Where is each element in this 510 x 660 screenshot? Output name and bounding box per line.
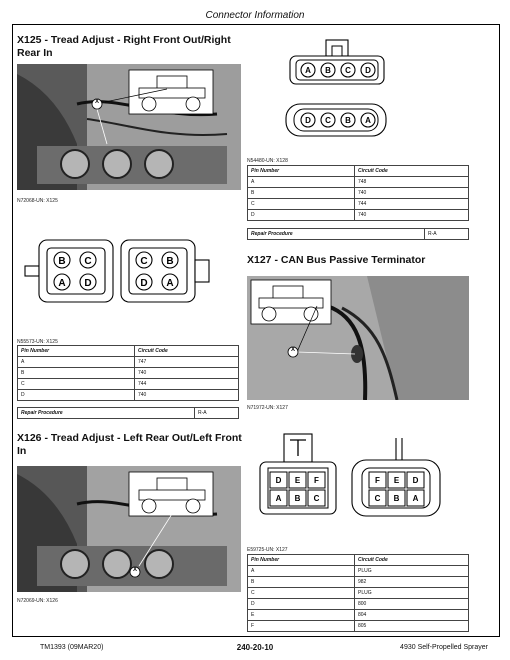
x128-repair-table xyxy=(247,228,469,240)
x125-right-pin: A xyxy=(166,278,174,289)
repair-value[interactable]: R-A xyxy=(425,229,469,240)
x125-left-pin: B xyxy=(58,256,66,267)
footer-product-name: 4930 Self-Propelled Sprayer xyxy=(400,644,488,651)
footer-rule xyxy=(12,636,500,637)
x125-pin-table xyxy=(17,345,239,401)
x127-connector-diagram xyxy=(256,432,456,522)
x125-photo-caption: N72068-UN: X125 xyxy=(17,198,58,204)
x126-callout-label: X xyxy=(132,567,137,573)
x128-bottom-pin: D xyxy=(305,116,311,125)
x125-right-pin: D xyxy=(140,278,148,289)
x127-title: X127 - CAN Bus Passive Terminator xyxy=(247,254,426,266)
x128-top-pin: B xyxy=(325,66,331,75)
table-header: Circuit Code xyxy=(355,166,469,177)
x125-connector-diagram xyxy=(17,238,217,304)
table-row: D 740 xyxy=(18,390,239,401)
x127-pin-table xyxy=(247,554,469,632)
footer-page-number: 240-20-10 xyxy=(236,643,274,652)
table-row: B 740 xyxy=(248,188,469,199)
x127-left-pin: D xyxy=(275,476,282,485)
x128-bottom-pin: A xyxy=(365,116,371,125)
x127-left-pin: B xyxy=(294,494,301,503)
table-row: A 748 xyxy=(248,177,469,188)
x127-photo xyxy=(247,276,469,400)
x127-right-pin: D xyxy=(412,476,419,485)
x125-title: X125 - Tread Adjust - Right Front Out/Right Rear In xyxy=(17,34,231,59)
x128-top-pin: D xyxy=(365,66,371,75)
x125-right-pin: C xyxy=(140,256,148,267)
x127-left-pin: F xyxy=(314,476,319,485)
x127-right-pin: E xyxy=(393,476,400,485)
table-header: Pin Number xyxy=(248,166,355,177)
x125-left-pin: C xyxy=(84,256,92,267)
table-row: A PLUG xyxy=(248,566,469,577)
x128-connector-diagram xyxy=(276,38,396,142)
x128-diagram-caption: N54480-UN: X128 xyxy=(247,158,288,164)
x127-left-pin: A xyxy=(275,494,282,503)
x125-left-pin: A xyxy=(58,278,66,289)
x127-diagram-caption: E59725-UN: X127 xyxy=(247,547,288,553)
x128-pin-table xyxy=(247,165,469,221)
footer-doc-id: TM1393 (09MAR20) xyxy=(40,644,104,651)
table-row: C PLUG xyxy=(248,588,469,599)
repair-label: Repair Procedure xyxy=(18,408,195,419)
x128-bottom-pin: C xyxy=(325,116,331,125)
x126-photo-caption: N72069-UN: X126 xyxy=(17,598,58,604)
x125-left-pin: D xyxy=(84,278,92,289)
table-header: Circuit Code xyxy=(135,346,239,357)
table-header: Circuit Code xyxy=(355,555,469,566)
x128-top-pin: A xyxy=(305,66,311,75)
x125-callout-label: X xyxy=(94,99,99,105)
table-header: Pin Number xyxy=(248,555,355,566)
table-row: A 747 xyxy=(18,357,239,368)
table-row: D 800 xyxy=(248,599,469,610)
table-row: C 744 xyxy=(248,199,469,210)
table-row: E 804 xyxy=(248,610,469,621)
x127-photo-caption: N71972-UN: X127 xyxy=(247,405,288,411)
table-row: D 740 xyxy=(248,210,469,221)
table-row: B 740 xyxy=(18,368,239,379)
table-row: F 805 xyxy=(248,621,469,632)
x128-top-pin: C xyxy=(345,66,351,75)
right-border xyxy=(499,24,500,636)
x126-title: X126 - Tread Adjust - Left Rear Out/Left Front In xyxy=(17,432,242,457)
x127-right-pin: B xyxy=(393,494,400,503)
table-header: Pin Number xyxy=(18,346,135,357)
left-border xyxy=(12,24,13,636)
x127-right-pin: F xyxy=(375,476,380,485)
x127-left-pin: C xyxy=(313,494,320,503)
x128-bottom-pin: B xyxy=(345,116,351,125)
x127-right-pin: C xyxy=(374,494,381,503)
x125-diagram-caption: N55573-UN: X125 xyxy=(17,339,58,345)
x125-photo xyxy=(17,64,241,190)
repair-label: Repair Procedure xyxy=(248,229,425,240)
x126-photo xyxy=(17,466,241,592)
x127-right-pin: A xyxy=(412,494,419,503)
x125-repair-table xyxy=(17,407,239,419)
x127-callout-label: X xyxy=(290,347,295,353)
page-header-title: Connector Information xyxy=(205,10,305,21)
table-row: C 744 xyxy=(18,379,239,390)
x127-left-pin: E xyxy=(294,476,301,485)
x125-right-pin: B xyxy=(166,256,174,267)
header-rule xyxy=(12,24,500,25)
table-row: B 982 xyxy=(248,577,469,588)
repair-value[interactable]: R-A xyxy=(195,408,239,419)
